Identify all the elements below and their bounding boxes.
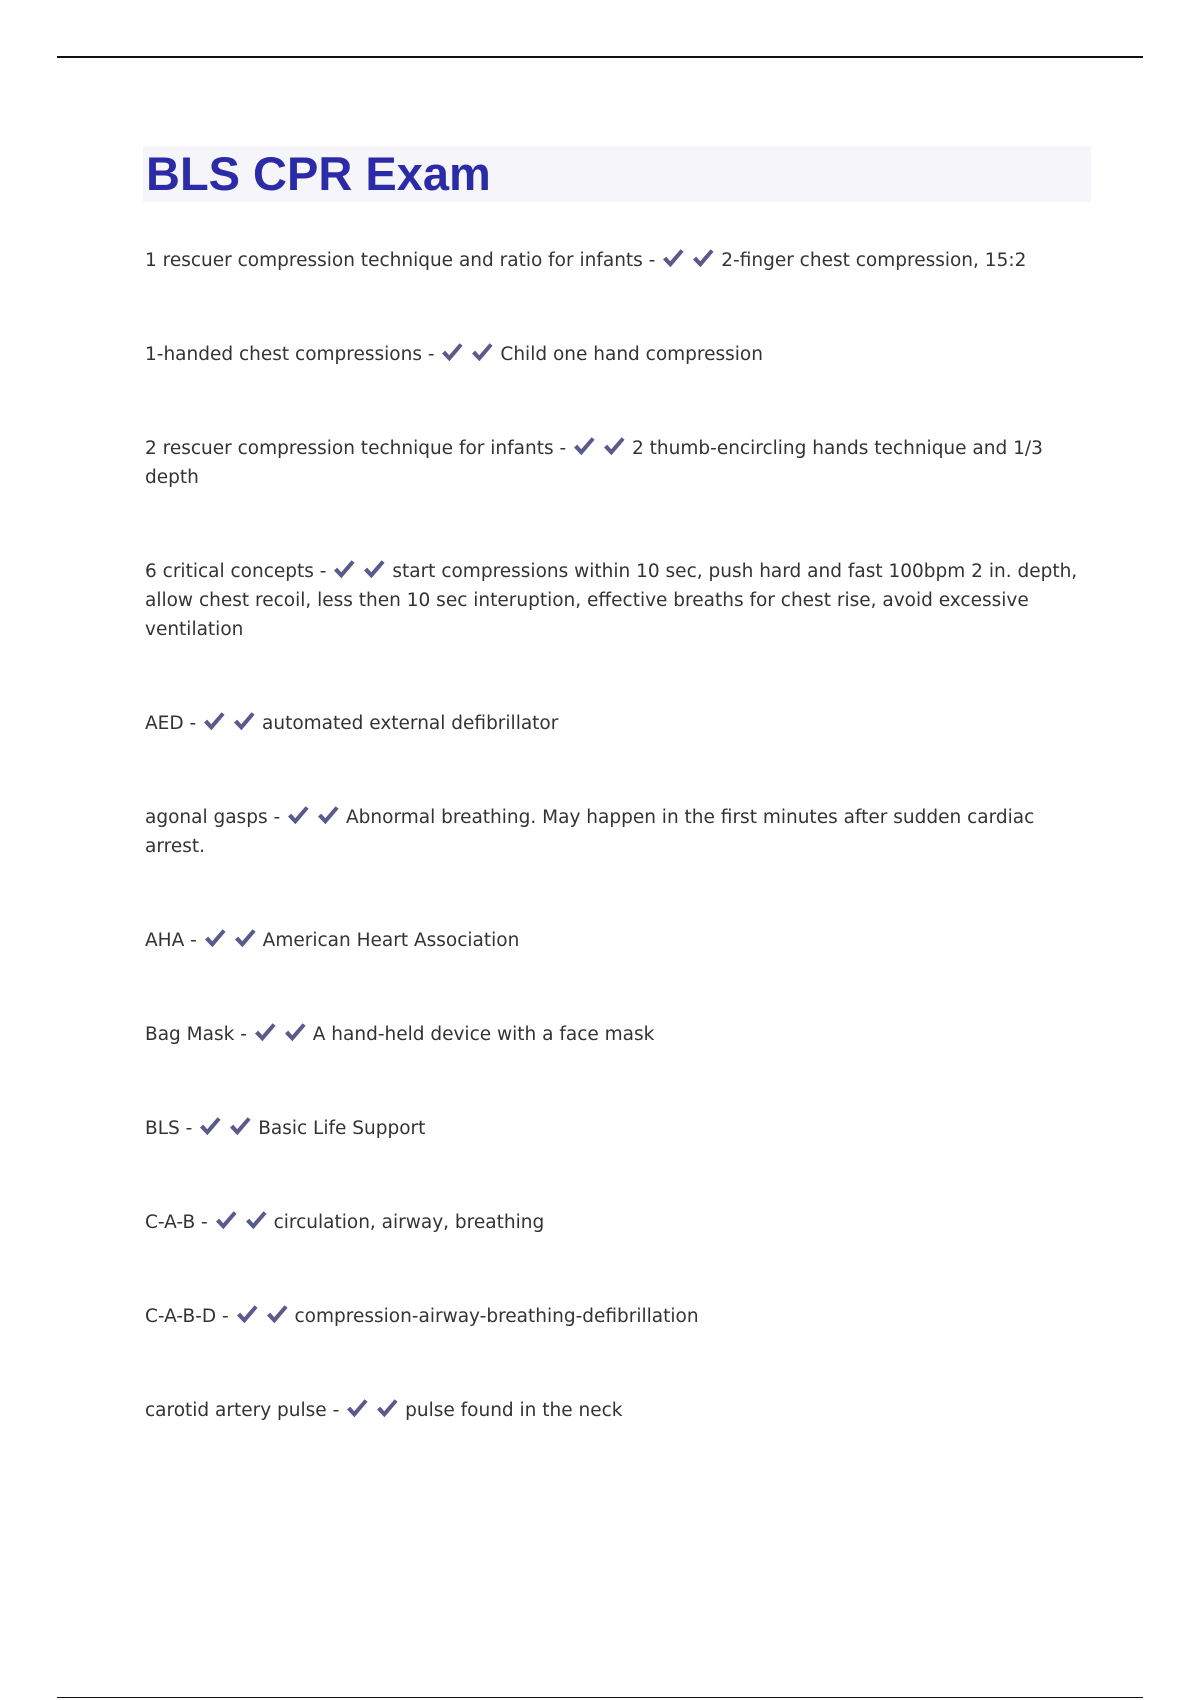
term-separator: - [216, 1306, 235, 1327]
flashcard-term: 1 rescuer compression technique and ratio for infants [145, 250, 643, 271]
flashcard-definition: American Heart Association [262, 930, 520, 951]
check-mark-icon [661, 247, 685, 269]
check-mark-icon [316, 804, 340, 826]
double-check-mark [202, 709, 262, 738]
flashcard-definition: circulation, airway, breathing [273, 1212, 545, 1233]
check-mark-icon [198, 1115, 222, 1137]
flashcard-term: 2 rescuer compression technique for infants [145, 438, 554, 459]
check-mark-icon [232, 710, 256, 732]
check-mark-icon [286, 804, 310, 826]
term-separator: - [326, 1400, 346, 1421]
term-separator: - [553, 438, 573, 459]
check-mark-icon [214, 1209, 238, 1231]
flashcard-item [145, 1114, 1085, 1143]
flashcard-item [145, 709, 1085, 738]
double-check-mark [203, 926, 263, 955]
flashcard-definition: 2 thumb-encircling hands technique and 1/3 depth [145, 438, 1043, 488]
check-mark-icon [572, 435, 596, 457]
double-check-mark [332, 557, 392, 586]
check-mark-icon [362, 558, 386, 580]
term-separator: - [267, 807, 287, 828]
term-separator: - [184, 930, 203, 951]
flashcard-definition: Basic Life Support [258, 1118, 426, 1139]
flashcard-term: Bag Mask [145, 1024, 235, 1045]
flashcard-term: carotid artery pulse [145, 1400, 327, 1421]
double-check-mark [572, 434, 632, 463]
flashcard-item [145, 1396, 1085, 1425]
term-separator: - [421, 344, 441, 365]
flashcard-definition: compression-airway-breathing-defibrillation [294, 1306, 699, 1327]
double-check-mark [198, 1114, 258, 1143]
check-mark-icon [375, 1397, 399, 1419]
term-separator: - [195, 1212, 214, 1233]
check-mark-icon [602, 435, 626, 457]
flashcard-definition: Abnormal breathing. May happen in the first minutes after sudden cardiac arrest. [145, 807, 1035, 857]
term-separator: - [313, 561, 333, 582]
top-rule [57, 56, 1143, 58]
term-separator: - [179, 1118, 199, 1139]
check-mark-icon [332, 558, 356, 580]
check-mark-icon [691, 247, 715, 269]
check-mark-icon [202, 710, 226, 732]
term-separator: - [234, 1024, 253, 1045]
check-mark-icon [345, 1397, 369, 1419]
check-mark-icon [440, 341, 464, 363]
flashcard-item [145, 1208, 1085, 1237]
flashcard-item [145, 1302, 1085, 1331]
document-title: BLS CPR Exam [146, 147, 491, 200]
check-mark-icon [203, 927, 227, 949]
flashcard-term: AED [145, 713, 184, 734]
term-separator: - [642, 250, 662, 271]
flashcard-item [145, 557, 1085, 644]
check-mark-icon [233, 927, 257, 949]
double-check-mark [286, 803, 346, 832]
term-separator: - [183, 713, 203, 734]
check-mark-icon [253, 1021, 277, 1043]
double-check-mark [661, 246, 721, 275]
check-mark-icon [244, 1209, 268, 1231]
double-check-mark [235, 1302, 295, 1331]
flashcard-term: 1-handed chest compressions [145, 344, 422, 365]
flashcard-term: BLS [145, 1118, 180, 1139]
flashcard-term: C-A-B [145, 1212, 196, 1233]
flashcard-item [145, 246, 1085, 275]
flashcard-item [145, 434, 1085, 492]
flashcard-term: AHA [145, 930, 185, 951]
flashcard-definition: pulse found in the neck [405, 1400, 623, 1421]
flashcard-list [145, 246, 1085, 1425]
flashcard-item [145, 926, 1085, 955]
double-check-mark [214, 1208, 274, 1237]
flashcard-definition: 2-finger chest compression, 15:2 [721, 250, 1027, 271]
flashcard-item [145, 803, 1085, 861]
flashcard-item [145, 340, 1085, 369]
check-mark-icon [265, 1303, 289, 1325]
flashcard-item [145, 1020, 1085, 1049]
check-mark-icon [228, 1115, 252, 1137]
double-check-mark [345, 1396, 405, 1425]
double-check-mark [440, 340, 500, 369]
flashcard-definition: start compressions within 10 sec, push hard and fast 100bpm 2 in. depth, allow chest recoil, less then 10 sec interuption, effective breaths for chest rise, avoid excessive ventilation [145, 561, 1078, 640]
flashcard-definition: Child one hand compression [500, 344, 763, 365]
flashcard-term: C-A-B-D [145, 1306, 217, 1327]
flashcard-term: 6 critical concepts [145, 561, 314, 582]
bottom-rule [57, 1697, 1143, 1698]
check-mark-icon [235, 1303, 259, 1325]
double-check-mark [253, 1020, 313, 1049]
flashcard-term: agonal gasps [145, 807, 268, 828]
check-mark-icon [470, 341, 494, 363]
check-mark-icon [283, 1021, 307, 1043]
flashcard-definition: automated external defibrillator [262, 713, 559, 734]
flashcard-definition: A hand-held device with a face mask [312, 1024, 655, 1045]
